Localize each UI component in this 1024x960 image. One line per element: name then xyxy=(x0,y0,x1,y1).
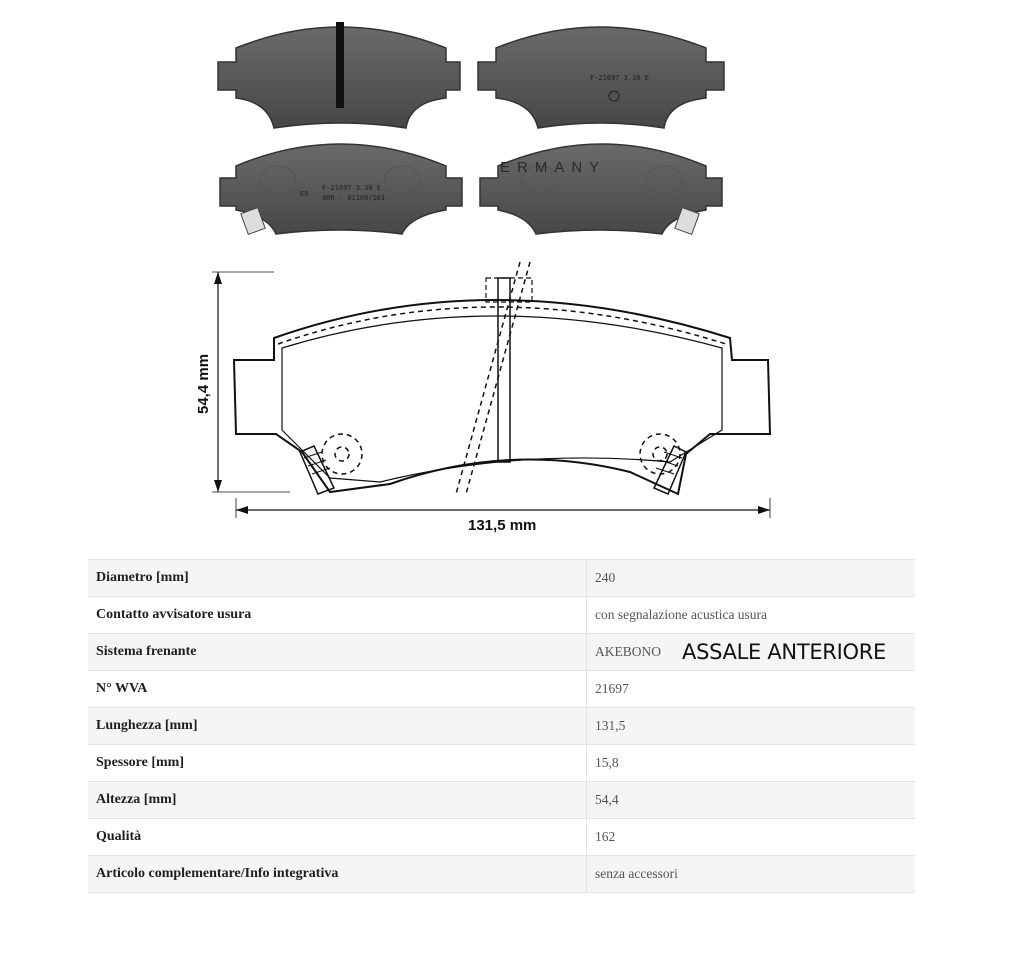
pad-marking-top: F-21697 3.30 E xyxy=(590,74,650,82)
axle-overlay-label: ASSALE ANTERIORE xyxy=(682,640,886,664)
table-row xyxy=(88,745,915,782)
spec-label: Altezza [mm] xyxy=(88,782,587,819)
spec-value: 131,5 xyxy=(587,708,916,745)
spec-value: 240 xyxy=(587,560,916,597)
pad-backplate-right xyxy=(478,27,724,128)
spec-value: 15,8 xyxy=(587,745,916,782)
table-row xyxy=(88,782,915,819)
brake-pads-photo xyxy=(210,10,730,250)
table-row xyxy=(88,634,915,671)
pad-marking-1: F-21697 3.30 E xyxy=(322,184,382,192)
spec-label: Contatto avvisatore usura xyxy=(88,597,587,634)
pad-marking-2: 90R - 01108/101 xyxy=(322,194,386,202)
width-dimension-label: 131,5 mm xyxy=(468,517,537,534)
spec-value-cell xyxy=(587,634,916,671)
spec-value: AKEBONO xyxy=(595,644,661,659)
table-row xyxy=(88,708,915,745)
pad-backplate-bottom-right xyxy=(480,144,722,234)
spec-label: Lunghezza [mm] xyxy=(88,708,587,745)
spec-label: Articolo complementare/Info integrativa xyxy=(88,856,587,893)
table-row xyxy=(88,597,915,634)
spec-label: Sistema frenante xyxy=(88,634,587,671)
spec-label: Diametro [mm] xyxy=(88,560,587,597)
spec-label: N° WVA xyxy=(88,671,587,708)
watermark-text: ERMANY xyxy=(500,159,607,176)
table-row xyxy=(88,819,915,856)
table-row xyxy=(88,671,915,708)
spec-value: con segnalazione acustica usura xyxy=(587,597,916,634)
technical-drawing xyxy=(190,262,790,542)
pad-backplate-bottom-left xyxy=(220,144,462,234)
spec-value: 162 xyxy=(587,819,916,856)
spec-value: senza accessori xyxy=(587,856,916,893)
spec-label: Spessore [mm] xyxy=(88,745,587,782)
spec-label: Qualità xyxy=(88,819,587,856)
spec-value: 54,4 xyxy=(587,782,916,819)
table-row xyxy=(88,856,915,893)
specs-table xyxy=(88,559,915,893)
table-row xyxy=(88,560,915,597)
spec-value: 21697 xyxy=(587,671,916,708)
pad-friction-left xyxy=(218,22,460,128)
pad-marking-3: E9 xyxy=(300,190,309,198)
height-dimension-label: 54,4 mm xyxy=(195,353,212,414)
